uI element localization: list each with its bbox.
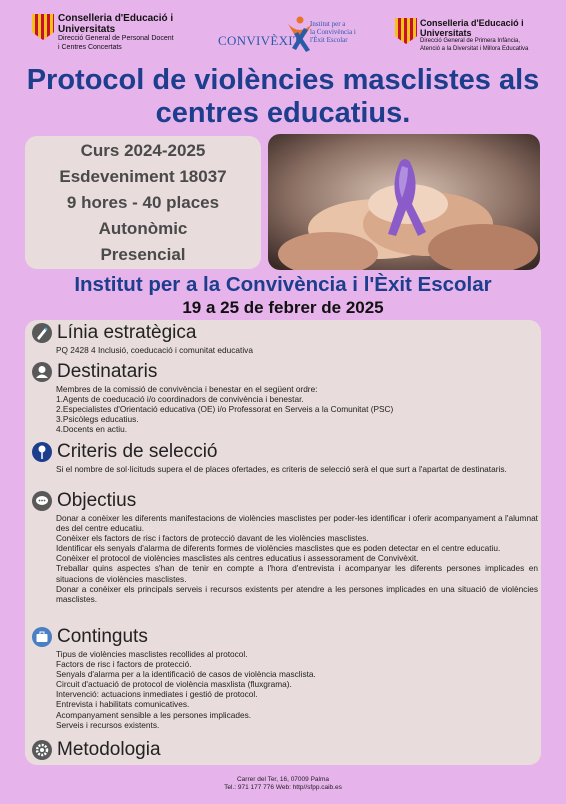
section-line: Si el nombre de sol·licituds supera el de places ofertades, es criteris de selecció serà el que surt a l'apartat de destinataris. [56,464,507,474]
footer-address: Carrer del Ter, 16, 07009 Palma [236,776,329,783]
section-line: Membres de la comissió de convivència i benestar en el següent ordre: [56,384,318,394]
section-title: Objectius [57,490,137,511]
section-line: Identificar els senyals d'alarma de diferents formes de violències masclistes que es poden detectar en el centre educatiu. [56,543,501,554]
section-title: Criteris de selecció [57,441,218,462]
section-title: Línia estratègica [57,322,197,343]
chat-icon [32,491,52,511]
briefcase-icon [32,627,52,647]
right-org-sub-1: Direcció General de Primera Infància, [420,38,521,44]
modality: Presencial [100,245,186,264]
page-title [0,64,566,130]
header [0,0,566,62]
section-line: Acompanyament sensible a les persones implicades. [56,709,252,720]
logo-tagline-3: l'Èxit Escolar [310,36,348,44]
pin-icon [32,442,52,462]
coat-of-arms-icon [32,14,54,40]
section-line: 3.Psicòlegs educatius. [56,414,139,425]
footer-contact: Tel.: 971 177 776 Web: http//sfpp.caib.es [224,784,342,791]
hours-places: 9 hores - 40 places [66,193,220,212]
section-linia-estrategica [32,321,538,355]
section-line: Tipus de violències masclistes recollides al protocol. [56,649,248,659]
section-title: Destinataris [57,361,158,382]
logo-tagline [310,20,356,44]
gear-icon [32,740,52,760]
section-line: Conèixer el protocol de violències masclistes als centres educatius i assessorament de Convivèxit. [56,553,419,564]
right-org [420,18,560,53]
logo-tagline-1: Institut per a [310,20,346,28]
user-icon [32,362,52,382]
course-dates: 19 a 25 de febrer de 2025 [182,298,384,317]
hands-ribbon-photo [268,134,540,270]
left-org-sub-1: Direcció General de Personal Docent [58,35,174,42]
section-line: 4.Docents en actiu. [56,424,128,435]
section-line: PQ 2428 4 Inclusió, coeducació i comunitat educativa [56,345,253,355]
section-body [32,384,538,434]
coat-of-arms-icon [395,18,417,44]
section-body [32,513,538,604]
right-org-sub-2: Atenció a la Diversitat i Millora Educativa [420,45,529,52]
page-title-line-2: centres educatius. [155,97,411,129]
section-line: Circuit d'actuació de protocol de violència masxlista (fluxgrama). [56,679,292,690]
section-line: Serveis i recursos existents. [56,719,160,730]
page-title-line-1: Protocol de violències masclistes als [26,64,540,96]
section-line: Intervenció: actuacions inmediates i gestió de protocol. [56,689,258,700]
logo-tagline-2: la Convivència i [310,28,356,36]
scope: Autonòmic [98,219,188,238]
section-line: 2.Especialistes d'Orientació educativa (OE) i/o Professorat en Serveis a la Comunitat (PSC) [56,404,394,415]
logo-brand: CONVIVÈXIT [218,33,302,48]
section-line: Conèixer els factors de risc i factors de protecció davant de les violències masclistes. [56,533,369,544]
left-org-sub-2: i Centres Concertats [58,43,122,51]
section-title: Continguts [57,626,148,647]
section-destinataris [32,360,538,434]
section-body [32,464,538,474]
left-org-title: Conselleria d'Educació i Universitats [58,13,174,35]
section-continguts [32,625,538,730]
section-metodologia [32,738,161,762]
institute-name: Institut per a la Convivència i l'Èxit Escolar [74,273,492,296]
section-body [32,649,538,730]
pencil-ruler-icon [32,323,52,343]
section-line: 1.Agents de coeducació i/o coordinadors de convivència i benestar. [56,394,304,405]
section-title: Metodologia [57,739,161,760]
right-org-title: Conselleria d'Educació i Universitats [420,18,524,38]
footer [0,776,566,792]
convivexit-logo [218,14,358,54]
section-line: Treballar quins aspectes s'han de tenir en compte a l'hora d'entrevista i acompanyar les diferents persones implicades en situacions de violències masclistes. [56,563,538,584]
section-line: Factors de risc i factors de protecció. [56,659,192,670]
section-line: Senyals d'alarma per a la identificació de casos de violència masclista. [56,669,316,680]
left-org [58,13,208,52]
course-info-box [25,136,261,269]
event-number: Esdeveniment 18037 [59,167,227,186]
section-line: Donar a conèixer les diferents manifestacions de violències masclistes per poder-les identificar i oferir acompanyament a l'alumnat des del centre educatiu. [56,513,538,534]
section-criteris [32,440,538,474]
section-objectius [32,489,538,604]
section-line: Donar a conèixer els principals serveis i recursos existents per atendre a les persones implicades en una situació de violències masclistes. [56,583,538,604]
section-body [32,345,538,355]
section-line: Entrevista i habilitats comunicatives. [56,699,190,710]
course-year: Curs 2024-2025 [80,141,206,160]
